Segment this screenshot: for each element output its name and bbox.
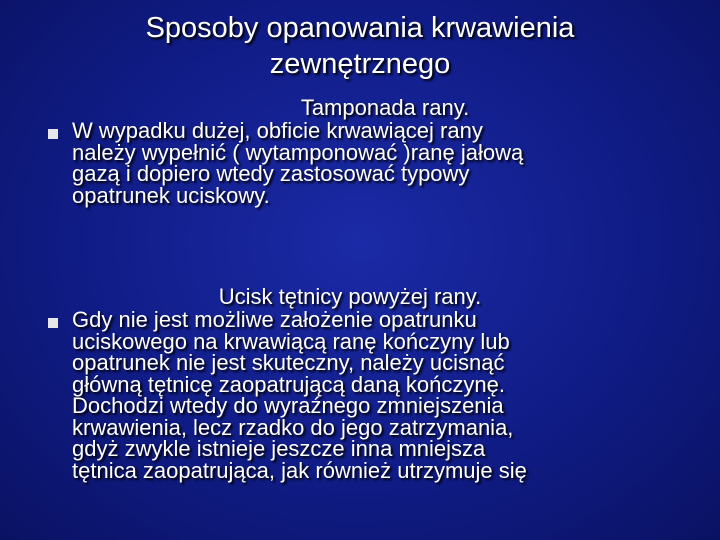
bullet-text-line: należy wypełnić ( wytamponować )ranę jałową — [72, 139, 524, 165]
bullet-heading: Tamponada rany. — [300, 95, 470, 120]
bullet-text-line: opatrunek uciskowy. — [72, 182, 270, 208]
bullet-text-line: Dochodzi wtedy do wyraźnego zmniejszenia — [72, 393, 504, 418]
bullet-text-line: opatrunek nie jest skuteczny, należy ucisnąć — [72, 350, 505, 375]
bullet-item-ucisk — [0, 285, 720, 481]
square-bullet-icon — [48, 318, 58, 328]
bullet-text-line: krwawienia, lecz rzadko do jego zatrzymania, — [72, 414, 514, 440]
bullet-text-line: uciskowego na krwawiącą ranę kończyny lub — [72, 328, 510, 354]
bullet-text — [72, 309, 662, 481]
bullet-text-line: W wypadku dużej, obficie krwawiącej rany — [72, 118, 483, 143]
bullet-text-line: gazą i dopiero wtedy zastosować typowy — [72, 161, 470, 186]
square-bullet-icon — [48, 129, 58, 139]
slide-title-line-1: Sposoby opanowania krwawienia — [145, 12, 575, 44]
slide-title-line-2: zewnętrznego — [269, 48, 451, 80]
bullet-item-tamponada — [0, 96, 720, 206]
bullet-text-line: gdyż zwykle istnieje jeszcze inna mniejsza — [72, 436, 486, 461]
bullet-text — [72, 120, 662, 206]
bullet-text-line: główną tętnicę zaopatrującą daną kończynę. — [72, 371, 505, 397]
bullet-heading: Ucisk tętnicy powyżej rany. — [218, 284, 482, 309]
bullet-text-line: Gdy nie jest możliwe założenie opatrunku — [72, 307, 477, 332]
slide-title — [60, 10, 660, 82]
bullet-text-line: tętnica zaopatrująca, jak również utrzymuje się — [72, 457, 527, 483]
